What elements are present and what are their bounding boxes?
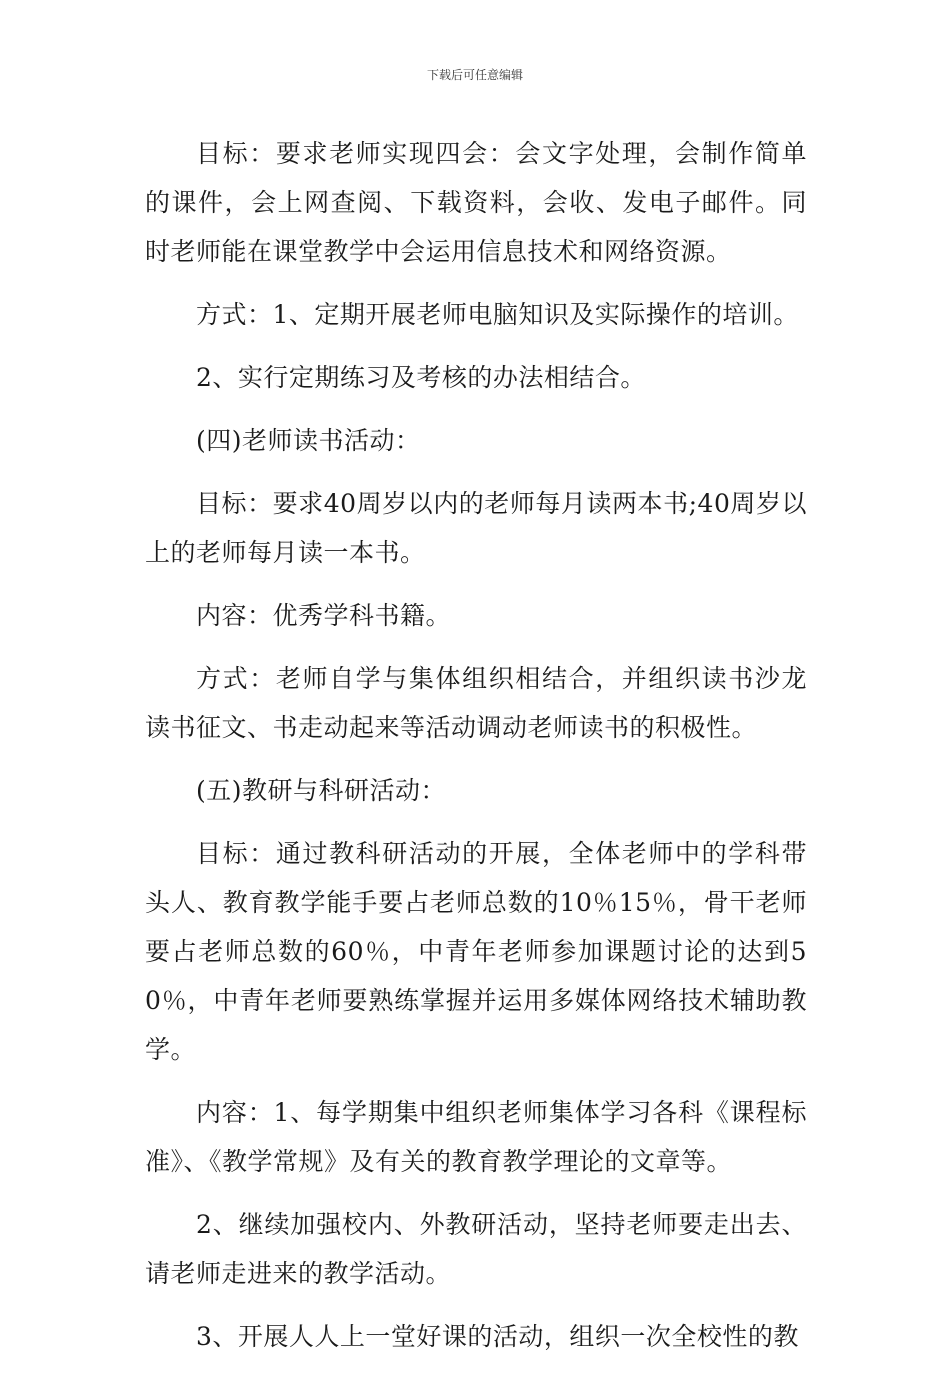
- page-header: 下载后可任意编辑: [426, 68, 523, 82]
- paragraph-research-item-3: 3、开展人人上一堂好课的活动，组织一次全校性的教: [196, 1322, 799, 1351]
- paragraph-method-training: 方式：1、定期开展老师电脑知识及实际操作的培训。: [196, 300, 799, 329]
- paragraph-research-item-2: 2、继续加强校内、外教研活动，坚持老师要走出去、请老师走进来的教学活动。: [145, 1210, 807, 1288]
- paragraph-goal-reading: 目标：要求40周岁以内的老师每月读两本书;40周岁以上的老师每月读一本书。: [145, 489, 807, 567]
- paragraph-content-reading: 内容：优秀学科书籍。: [196, 601, 452, 630]
- section-heading-reading: (四)老师读书活动：: [196, 426, 421, 455]
- document-body: [145, 129, 807, 1375]
- paragraph-method-exam: 2、实行定期练习及考核的办法相结合。: [196, 363, 646, 392]
- paragraph-method-reading: 方式：老师自学与集体组织相结合，并组织读书沙龙读书征文、书走动起来等活动调动老师读书的积极性。: [145, 664, 807, 742]
- paragraph-content-research: 内容：1、每学期集中组织老师集体学习各科《课程标准》、《教学常规》及有关的教育教学理论的文章等。: [145, 1098, 807, 1176]
- paragraph-goal-computer: 目标：要求老师实现四会：会文字处理，会制作简单的课件，会上网查阅、下载资料，会收、发电子邮件。同时老师能在课堂教学中会运用信息技术和网络资源。: [145, 139, 807, 266]
- paragraph-goal-research: 目标：通过教科研活动的开展，全体老师中的学科带头人、教育教学能手要占老师总数的10％15％，骨干老师要占老师总数的60％，中青年老师参加课题讨论的达到50％，中青年老师要熟练掌握并运用多媒体网络技术辅助教学。: [145, 839, 807, 1064]
- section-heading-research: (五)教研与科研活动：: [196, 776, 447, 805]
